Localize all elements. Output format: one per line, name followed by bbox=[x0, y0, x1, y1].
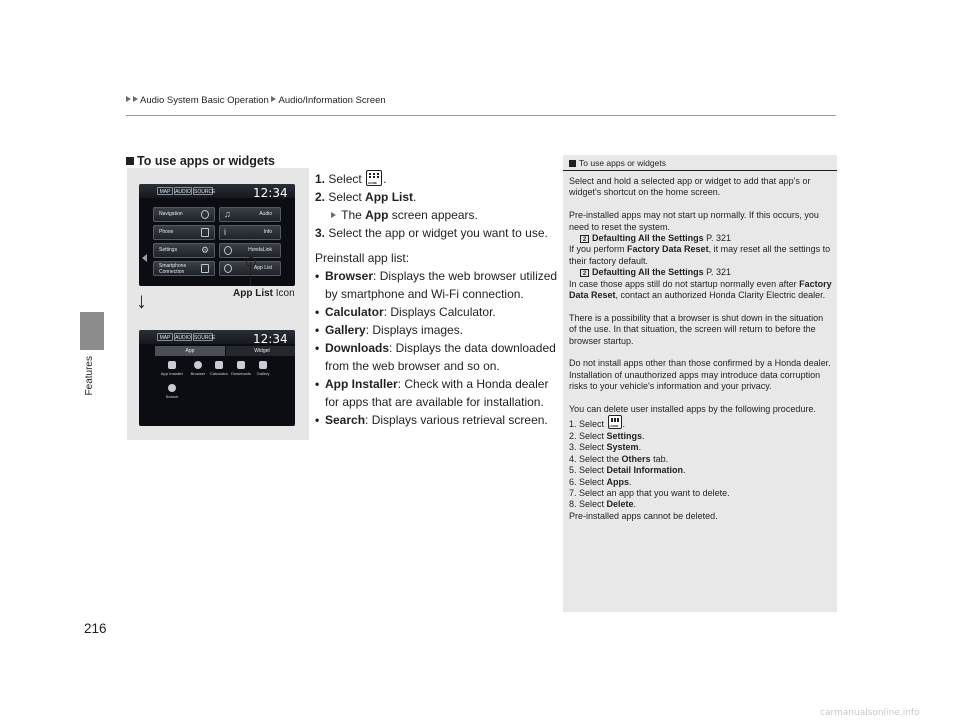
list-desc: : Displays images. bbox=[365, 323, 464, 337]
home-icon-label: HOME bbox=[368, 181, 378, 185]
clock: 12:34 bbox=[253, 186, 288, 200]
chapter-tab bbox=[80, 312, 104, 350]
search-icon bbox=[168, 384, 176, 392]
list-item bbox=[315, 375, 565, 411]
breadcrumb-arrow-icon bbox=[271, 96, 276, 102]
note-icon bbox=[569, 160, 576, 167]
page-number: 216 bbox=[84, 621, 107, 636]
home-icon bbox=[608, 415, 622, 429]
note-paragraph: In case those apps still do not startup normally even after Factory Data Reset, contact an authorized Honda Clarity Electric dealer. bbox=[569, 278, 832, 301]
tile-phone bbox=[153, 225, 215, 240]
note-paragraph: Do not install apps other than those confirmed by a Honda dealer. Installation of unauthorized apps may introduce data corruption risks to your vehicle's information and your privacy. bbox=[569, 358, 831, 392]
step-text: . bbox=[413, 190, 417, 204]
tile-settings bbox=[153, 243, 215, 258]
audio-button: AUDIO bbox=[175, 189, 191, 195]
bullet-icon: • bbox=[315, 269, 320, 283]
tile-label: Phone bbox=[159, 229, 174, 235]
note-step: 8. Select Delete. bbox=[569, 499, 637, 510]
note-divider bbox=[563, 170, 837, 171]
step-text: Select bbox=[328, 172, 362, 186]
cross-reference[interactable] bbox=[569, 267, 833, 278]
result-arrow-icon bbox=[331, 212, 336, 218]
tile-smartphone-connection bbox=[153, 261, 215, 276]
music-note-icon: ♫ bbox=[224, 209, 231, 219]
bullet-icon: • bbox=[315, 341, 320, 355]
reference-page: P. 321 bbox=[703, 267, 732, 278]
note-title-text: To use apps or widgets bbox=[579, 158, 666, 168]
reference-title: Defaulting All the Settings bbox=[592, 267, 704, 278]
app-list-callout bbox=[233, 288, 295, 299]
tab-widget: Widget bbox=[226, 346, 295, 356]
header-divider bbox=[126, 115, 836, 116]
step-bold: App List bbox=[365, 190, 414, 204]
step-2-result bbox=[315, 206, 565, 224]
section-heading-text: To use apps or widgets bbox=[137, 154, 275, 168]
phone-icon bbox=[201, 228, 209, 237]
search-app bbox=[159, 384, 185, 399]
calculator-icon bbox=[215, 361, 223, 369]
callout-line bbox=[250, 262, 251, 286]
tile-label: Settings bbox=[159, 247, 178, 253]
reference-title: Defaulting All the Settings bbox=[592, 233, 704, 244]
app-label: App Installer bbox=[160, 371, 184, 376]
app-installer-app bbox=[159, 361, 185, 376]
note-paragraph: Pre-installed apps cannot be deleted. bbox=[569, 510, 718, 521]
section-square-icon bbox=[126, 157, 134, 165]
list-term: Downloads bbox=[325, 341, 390, 355]
step-1 bbox=[315, 170, 565, 188]
home-screen-image bbox=[139, 184, 295, 286]
note-paragraph: There is a possibility that a browser is shut down in the situation of the use. In that situation, the screen will return to before the browser startup. bbox=[569, 312, 824, 346]
tile-label: HondaLink bbox=[248, 247, 272, 253]
home-icon bbox=[366, 170, 382, 186]
list-term: Search bbox=[325, 413, 366, 427]
list-desc: : Check with a Honda dealer for apps that are available for installation. bbox=[325, 377, 549, 409]
section-heading bbox=[126, 154, 275, 168]
steps bbox=[315, 170, 565, 242]
smartphone-icon bbox=[201, 264, 209, 273]
list-term: Calculator bbox=[325, 305, 384, 319]
app-tab-bar bbox=[155, 346, 295, 356]
step-3 bbox=[315, 224, 565, 242]
map-button: MAP bbox=[157, 333, 173, 341]
note-paragraph: Select and hold a selected app or widget to add that app's or widget's shortcut on the home screen. bbox=[569, 176, 811, 198]
gallery-icon bbox=[259, 361, 267, 369]
note-paragraph: You can delete user installed apps by the following procedure. bbox=[569, 404, 816, 415]
list-item bbox=[315, 411, 565, 429]
list-term: Gallery bbox=[325, 323, 366, 337]
tile-audio bbox=[219, 207, 281, 222]
list-desc: : Displays the web browser utilized by smartphone and Wi-Fi connection. bbox=[325, 269, 558, 301]
reference-page: P. 321 bbox=[703, 233, 732, 244]
note-paragraph: If you perform Factory Data Reset, it may reset all the settings to their factory default. bbox=[569, 244, 831, 266]
tile-hondalink bbox=[219, 243, 281, 258]
preinstall-list bbox=[315, 249, 565, 429]
info-icon: i bbox=[224, 227, 226, 237]
breadcrumb-item[interactable]: Audio System Basic Operation bbox=[140, 95, 269, 106]
note-step: 4. Select the Others tab. bbox=[569, 453, 669, 464]
note-step: 6. Select Apps. bbox=[569, 476, 632, 487]
app-label: Browser bbox=[190, 371, 206, 376]
hondalink-icon bbox=[224, 246, 232, 255]
reference-icon: 2 bbox=[580, 269, 589, 277]
breadcrumb bbox=[126, 95, 386, 106]
list-item bbox=[315, 267, 565, 303]
preinstall-intro: Preinstall app list: bbox=[315, 251, 410, 265]
gear-icon: ⚙ bbox=[201, 245, 210, 255]
step-text: The bbox=[341, 208, 366, 222]
app-label: Gallery bbox=[256, 371, 270, 376]
down-arrow-icon: ↓ bbox=[136, 288, 147, 313]
bullet-icon: • bbox=[315, 377, 320, 391]
source-button: SOURCE bbox=[194, 335, 216, 341]
tile-label: Smartphone Connection bbox=[159, 263, 187, 275]
bullet-icon: • bbox=[315, 323, 320, 337]
reference-icon: 2 bbox=[580, 235, 589, 243]
list-desc: : Displays various retrieval screen. bbox=[365, 413, 548, 427]
scroll-left-icon bbox=[142, 254, 147, 262]
app-label: Search bbox=[165, 394, 179, 399]
step-text: Select the app or widget you want to use. bbox=[328, 226, 548, 240]
app-list-icon bbox=[224, 264, 232, 273]
step-2 bbox=[315, 188, 565, 206]
list-item bbox=[315, 321, 565, 339]
app-label: Downloads bbox=[231, 371, 251, 376]
app-screen-image bbox=[139, 330, 295, 426]
step-number: 3. bbox=[315, 226, 326, 240]
note-title bbox=[569, 158, 666, 168]
list-desc: : Displays Calculator. bbox=[383, 305, 496, 319]
list-term: Browser bbox=[325, 269, 374, 283]
source-button: SOURCE bbox=[194, 189, 216, 195]
tile-label: App List bbox=[253, 265, 272, 271]
step-number: 2. bbox=[315, 190, 326, 204]
note-step: 1. Select HOME . bbox=[569, 415, 833, 430]
map-button: MAP bbox=[157, 187, 173, 195]
figure-panel bbox=[127, 168, 309, 440]
tile-label: Info bbox=[263, 229, 272, 235]
list-term: App Installer bbox=[325, 377, 398, 391]
step-bold: App bbox=[365, 208, 389, 222]
step-text: Select bbox=[328, 190, 366, 204]
note-step: 3. Select System. bbox=[569, 442, 642, 453]
app-label: Calculator bbox=[209, 371, 228, 376]
bullet-icon: • bbox=[315, 413, 320, 427]
download-icon bbox=[237, 361, 245, 369]
home-icon-label: HOME bbox=[609, 424, 619, 429]
list-desc: : Displays the data downloaded from the web browser and so on. bbox=[325, 341, 556, 373]
bullet-icon: • bbox=[315, 305, 320, 319]
note-box bbox=[563, 155, 837, 612]
note-paragraph: Pre-installed apps may not start up normally. If this occurs, you need to reset the system. bbox=[569, 210, 819, 232]
tile-label: Navigation bbox=[159, 211, 183, 217]
callout-bold: App List bbox=[233, 288, 273, 299]
cross-reference[interactable] bbox=[569, 233, 833, 244]
tab-app: App bbox=[155, 346, 225, 356]
note-step: 7. Select an app that you want to delete. bbox=[569, 487, 730, 498]
chapter-label: Features bbox=[84, 356, 95, 396]
tile-info bbox=[219, 225, 281, 240]
breadcrumb-arrow-icon bbox=[126, 96, 131, 102]
list-item bbox=[315, 303, 565, 321]
breadcrumb-item[interactable]: Audio/Information Screen bbox=[278, 95, 386, 106]
note-step: 2. Select Settings. bbox=[569, 430, 645, 441]
callout-ring bbox=[246, 257, 256, 267]
watermark: carmanualsonline.info bbox=[820, 708, 920, 718]
note-step: 5. Select Detail Information. bbox=[569, 465, 686, 476]
step-text: . bbox=[383, 172, 387, 186]
clock: 12:34 bbox=[253, 332, 288, 346]
browser-icon bbox=[194, 361, 202, 369]
list-item bbox=[315, 339, 565, 375]
tile-label: Audio bbox=[259, 211, 272, 217]
breadcrumb-arrow-icon bbox=[133, 96, 138, 102]
gallery-app bbox=[250, 361, 276, 376]
tile-navigation bbox=[153, 207, 215, 222]
callout-text: Icon bbox=[273, 288, 295, 299]
step-number: 1. bbox=[315, 172, 326, 186]
note-body bbox=[569, 176, 833, 522]
app-installer-icon bbox=[168, 361, 176, 369]
audio-button: AUDIO bbox=[175, 335, 191, 341]
compass-icon bbox=[201, 210, 209, 219]
step-text: screen appears. bbox=[388, 208, 478, 222]
